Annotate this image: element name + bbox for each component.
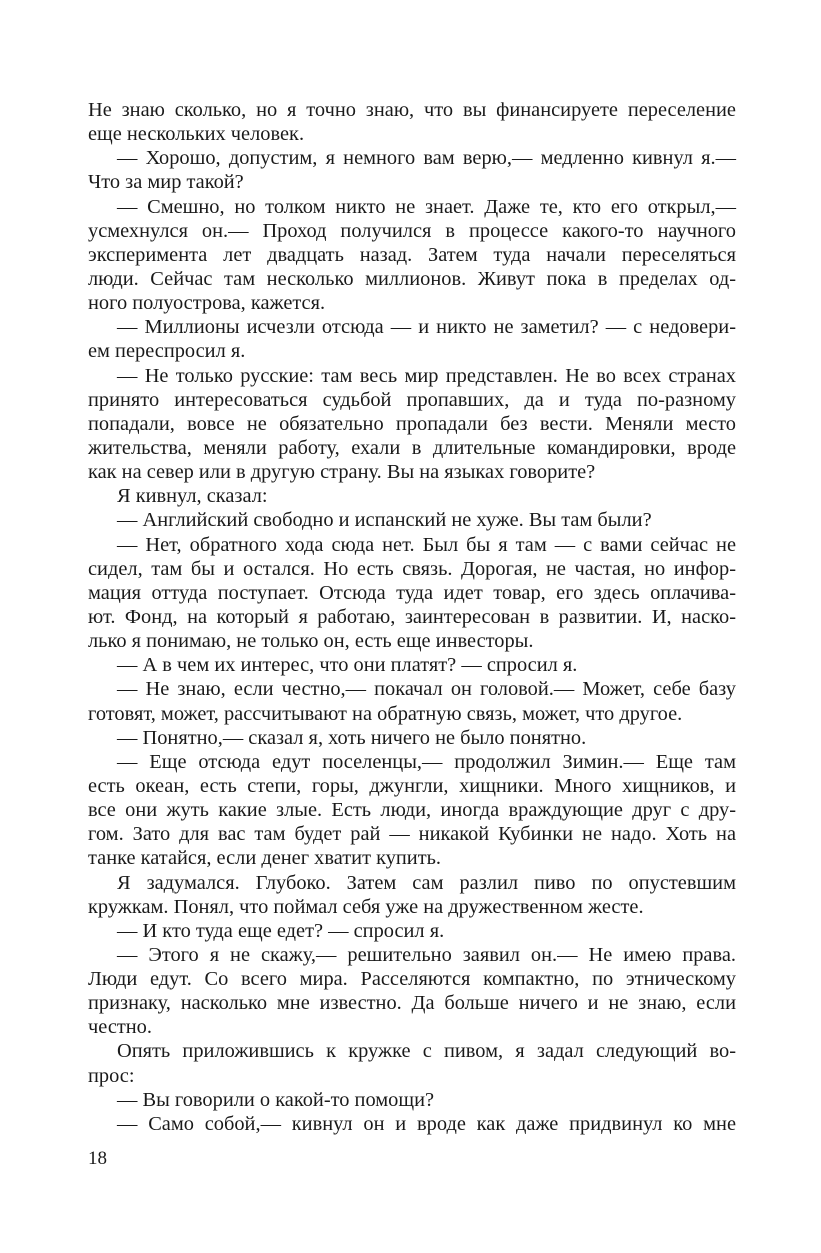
- text-line: — А в чем их интерес, что они платят? — спросил я.: [117, 654, 578, 677]
- text-line: люди. Сейчас там несколько миллионов. Живут пока в пределах од-: [88, 267, 736, 290]
- text-line: Опять приложившись к кружке с пивом, я задал следующий во-: [117, 1040, 736, 1063]
- text-line: — Еще отсюда едут поселенцы,— продолжил Зимин.— Еще там: [117, 750, 736, 773]
- text-line: — Английский свободно и испанский не хуже. Вы там были?: [117, 509, 652, 532]
- text-line: ного полуострова, кажется.: [88, 292, 326, 315]
- text-line: готовят, может, рассчитывают на обратную связь, может, что другое.: [88, 702, 683, 725]
- text-line: принято интересоваться судьбой пропавших, да и туда по-разному: [88, 388, 736, 411]
- text-line: гом. Зато для вас там будет рай — никакой Кубинки не надо. Хоть на: [88, 823, 736, 846]
- text-line: — Хорошо, допустим, я немного вам верю,— медленно кивнул я.—: [117, 147, 736, 170]
- text-line: Я задумался. Глубоко. Затем сам разлил пиво по опустевшим: [117, 871, 736, 894]
- text-line: — Нет, обратного хода сюда нет. Был бы я там — с вами сейчас не: [117, 533, 736, 556]
- text-line: сидел, там бы и остался. Но есть связь. Дорогая, не частая, но инфор-: [88, 557, 736, 580]
- text-line: — Само собой,— кивнул он и вроде как даже придвинул ко мне: [117, 1112, 736, 1135]
- text-line: — Этого я не скажу,— решительно заявил он.— Не имею права.: [117, 943, 736, 966]
- text-line: эксперимента лет двадцать назад. Затем туда начали переселяться: [88, 243, 736, 266]
- text-line: Не знаю сколько, но я точно знаю, что вы финансируете переселение: [88, 99, 736, 121]
- text-line: — Вы говорили о какой-то помощи?: [117, 1088, 435, 1111]
- body-text: [88, 98, 736, 1136]
- text-line: — Понятно,— сказал я, хоть ничего не было понятно.: [117, 726, 587, 749]
- text-line: мация оттуда поступает. Отсюда туда идет товар, его здесь оплачива-: [88, 581, 736, 604]
- text-line: ют. Фонд, на который я работаю, заинтересован в развитии. И, наско-: [88, 605, 736, 628]
- text-line: усмехнулся он.— Проход получился в процессе какого-то научного: [88, 219, 736, 242]
- text-line: кружкам. Понял, что поймал себя уже на дружественном жесте.: [88, 895, 644, 918]
- text-line: Я кивнул, сказал:: [117, 485, 268, 508]
- text-line: Что за мир такой?: [88, 171, 244, 194]
- text-line: — Не только русские: там весь мир представлен. Не во всех странах: [117, 364, 736, 387]
- text-line: честно.: [88, 1016, 152, 1039]
- text-line: танке катайся, если денег хватит купить.: [88, 847, 442, 870]
- text-line: — Не знаю, если честно,— покачал он головой.— Может, себе базу: [117, 678, 736, 701]
- text-line: прос:: [88, 1064, 135, 1087]
- text-line: как на север или в другую страну. Вы на языках говорите?: [88, 461, 596, 484]
- text-line: попадали, вовсе не обязательно пропадали без вести. Меняли место: [88, 412, 736, 435]
- text-line: жительства, меняли работу, ехали в длительные командировки, вроде: [88, 436, 736, 459]
- text-line: лько я понимаю, не только он, есть еще инвесторы.: [88, 630, 534, 653]
- text-line: признаку, насколько мне известно. Да больше ничего и не знаю, если: [88, 992, 736, 1015]
- text-line: Люди едут. Со всего мира. Расселяются компактно, по этническому: [88, 968, 736, 991]
- text-line: все они жуть какие злые. Есть люди, иногда враждующие друг с дру-: [88, 799, 736, 822]
- text-line: — Смешно, но толком никто не знает. Даже те, кто его открыл,—: [117, 195, 736, 218]
- text-line: — И кто туда еще едет? — спросил я.: [117, 919, 445, 942]
- text-line: ем переспросил я.: [88, 340, 246, 363]
- page-number: 18: [88, 1148, 107, 1169]
- text-line: есть океан, есть степи, горы, джунгли, хищники. Много хищников, и: [88, 774, 736, 797]
- text-line: — Миллионы исчезли отсюда — и никто не заметил? — с недовери-: [117, 316, 736, 339]
- text-line: еще нескольких человек.: [88, 123, 305, 146]
